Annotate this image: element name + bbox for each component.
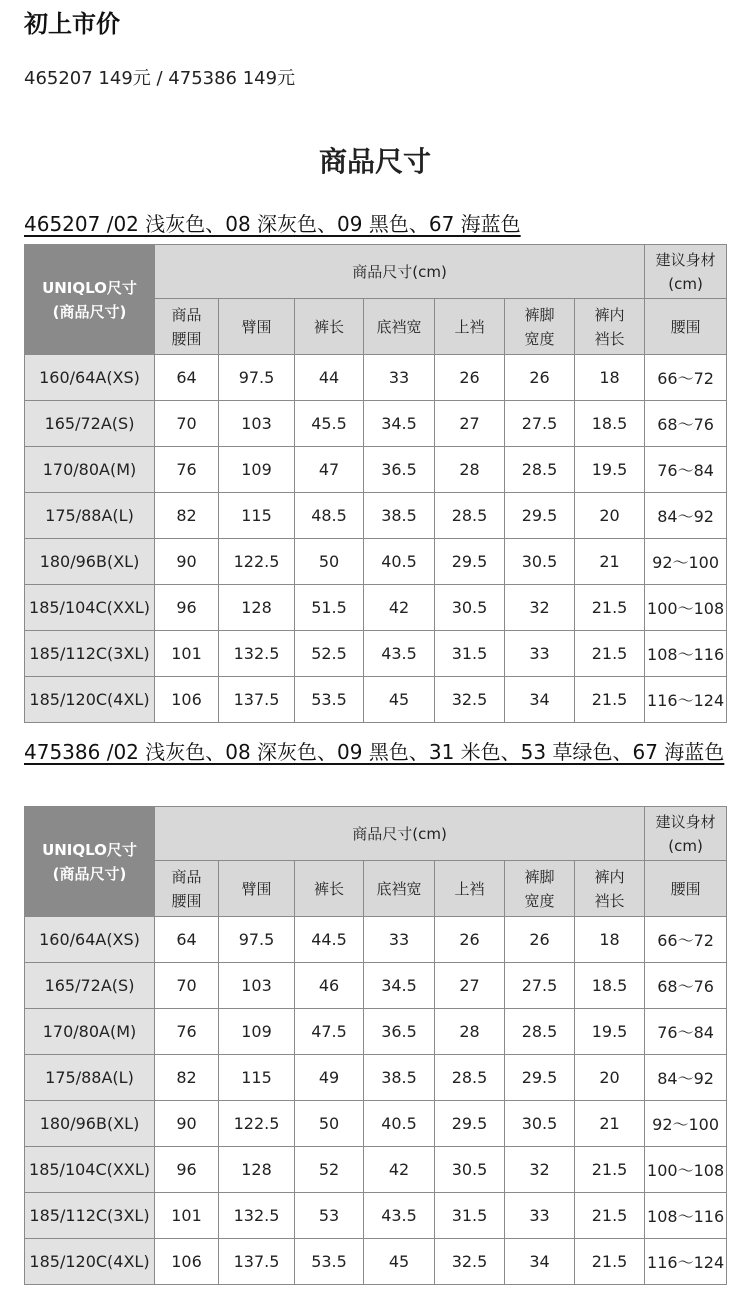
table-row — [25, 493, 727, 539]
cell-body-waist: 116～124 — [645, 1239, 727, 1285]
cell-body-waist: 76～84 — [645, 447, 727, 493]
col-header-inseam-line1: 裤内 — [594, 867, 625, 886]
cell-crotch-width: 40.5 — [364, 539, 435, 585]
cell-hem-width: 30.5 — [505, 1101, 575, 1147]
cell-length: 46 — [295, 963, 364, 1009]
cell-thigh: 103 — [219, 401, 295, 447]
cell-front-rise: 27 — [435, 401, 505, 447]
uniqlo-size-label: UNIQLO尺寸 — [42, 840, 137, 859]
cell-hem-width: 33 — [505, 631, 575, 677]
cell-length: 47 — [295, 447, 364, 493]
cell-body-waist: 100～108 — [645, 1147, 727, 1193]
cell-body-waist: 68～76 — [645, 963, 727, 1009]
cell-crotch-width: 34.5 — [364, 401, 435, 447]
cell-hem-width: 26 — [505, 917, 575, 963]
cell-waist: 76 — [155, 1009, 219, 1055]
cell-body-waist: 68～76 — [645, 401, 727, 447]
cell-waist: 90 — [155, 539, 219, 585]
cell-length: 49 — [295, 1055, 364, 1101]
cell-length: 53.5 — [295, 1239, 364, 1285]
cell-hem-width: 32 — [505, 1147, 575, 1193]
cell-thigh: 128 — [219, 585, 295, 631]
suggested-body-unit: (cm) — [668, 274, 703, 293]
col-header-hem-width — [505, 861, 575, 917]
cell-hem-width: 27.5 — [505, 963, 575, 1009]
col-header-waist — [155, 861, 219, 917]
cell-front-rise: 29.5 — [435, 1101, 505, 1147]
cell-front-rise: 26 — [435, 355, 505, 401]
cell-inseam: 21.5 — [575, 631, 645, 677]
table-row — [25, 917, 727, 963]
cell-inseam: 21 — [575, 539, 645, 585]
cell-front-rise: 26 — [435, 917, 505, 963]
cell-thigh: 122.5 — [219, 1101, 295, 1147]
size-table-475386 — [24, 806, 727, 1285]
cell-front-rise: 28 — [435, 1009, 505, 1055]
cell-size: 185/112C(3XL) — [25, 1193, 155, 1239]
cell-waist: 90 — [155, 1101, 219, 1147]
size-table-body — [25, 355, 727, 723]
cell-body-waist: 108～116 — [645, 631, 727, 677]
cell-waist: 96 — [155, 1147, 219, 1193]
table-row — [25, 585, 727, 631]
cell-crotch-width: 38.5 — [364, 493, 435, 539]
table-row — [25, 401, 727, 447]
col-header-body-waist: 腰围 — [645, 861, 727, 917]
product-size-sub-label: (商品尺寸) — [52, 302, 127, 321]
cell-hem-width: 26 — [505, 355, 575, 401]
cell-size: 165/72A(S) — [25, 963, 155, 1009]
cell-inseam: 18 — [575, 917, 645, 963]
cell-waist: 96 — [155, 585, 219, 631]
cell-body-waist: 76～84 — [645, 1009, 727, 1055]
cell-body-waist: 84～92 — [645, 1055, 727, 1101]
suggested-body-header — [645, 807, 727, 861]
cell-inseam: 21.5 — [575, 585, 645, 631]
cell-crotch-width: 45 — [364, 1239, 435, 1285]
cell-front-rise: 30.5 — [435, 1147, 505, 1193]
cell-size: 185/104C(XXL) — [25, 585, 155, 631]
table-row — [25, 447, 727, 493]
cell-body-waist: 66～72 — [645, 917, 727, 963]
cell-front-rise: 31.5 — [435, 1193, 505, 1239]
col-header-front-rise: 上裆 — [435, 299, 505, 355]
cell-crotch-width: 36.5 — [364, 1009, 435, 1055]
cell-waist: 64 — [155, 917, 219, 963]
size-section-heading: 商品尺寸 — [318, 145, 431, 178]
cell-size: 175/88A(L) — [25, 1055, 155, 1101]
table-row — [25, 1009, 727, 1055]
col-header-thigh: 臂围 — [219, 299, 295, 355]
cell-crotch-width: 43.5 — [364, 1193, 435, 1239]
cell-crotch-width: 42 — [364, 585, 435, 631]
cell-waist: 101 — [155, 1193, 219, 1239]
cell-length: 45.5 — [295, 401, 364, 447]
cell-size: 170/80A(M) — [25, 447, 155, 493]
cell-thigh: 97.5 — [219, 917, 295, 963]
cell-size: 185/112C(3XL) — [25, 631, 155, 677]
cell-size: 165/72A(S) — [25, 401, 155, 447]
cell-crotch-width: 36.5 — [364, 447, 435, 493]
cell-length: 53 — [295, 1193, 364, 1239]
cell-length: 52 — [295, 1147, 364, 1193]
cell-crotch-width: 38.5 — [364, 1055, 435, 1101]
cell-thigh: 115 — [219, 493, 295, 539]
cell-front-rise: 28.5 — [435, 1055, 505, 1101]
cell-body-waist: 66～72 — [645, 355, 727, 401]
cell-hem-width: 30.5 — [505, 539, 575, 585]
cell-thigh: 137.5 — [219, 1239, 295, 1285]
cell-size: 160/64A(XS) — [25, 917, 155, 963]
table-row — [25, 1147, 727, 1193]
cell-body-waist: 116～124 — [645, 677, 727, 723]
uniqlo-size-label: UNIQLO尺寸 — [42, 278, 137, 297]
cell-front-rise: 32.5 — [435, 677, 505, 723]
col-header-body-waist: 腰围 — [645, 299, 727, 355]
col-header-hem-line1: 裤脚 — [524, 305, 555, 324]
cell-length: 52.5 — [295, 631, 364, 677]
cell-body-waist: 108～116 — [645, 1193, 727, 1239]
table-row — [25, 1193, 727, 1239]
cell-size: 180/96B(XL) — [25, 1101, 155, 1147]
cell-hem-width: 34 — [505, 1239, 575, 1285]
table-row — [25, 1239, 727, 1285]
cell-length: 50 — [295, 1101, 364, 1147]
col-header-inseam — [575, 861, 645, 917]
cell-thigh: 137.5 — [219, 677, 295, 723]
page-title: 初上市价 — [24, 10, 120, 38]
cell-thigh: 97.5 — [219, 355, 295, 401]
cell-hem-width: 33 — [505, 1193, 575, 1239]
col-header-waist-line1: 商品 — [171, 305, 202, 324]
cell-body-waist: 84～92 — [645, 493, 727, 539]
cell-hem-width: 27.5 — [505, 401, 575, 447]
cell-thigh: 132.5 — [219, 631, 295, 677]
col-header-waist-line2: 腰围 — [171, 891, 202, 910]
col-header-hem-width — [505, 299, 575, 355]
cell-length: 53.5 — [295, 677, 364, 723]
cell-inseam: 18.5 — [575, 963, 645, 1009]
cell-length: 44.5 — [295, 917, 364, 963]
cell-length: 48.5 — [295, 493, 364, 539]
section-title-465207: 465207 /02 浅灰色、08 深灰色、09 黑色、67 海蓝色 — [24, 212, 521, 236]
cell-inseam: 19.5 — [575, 1009, 645, 1055]
col-header-inseam-line2: 裆长 — [594, 329, 625, 348]
cell-body-waist: 100～108 — [645, 585, 727, 631]
col-header-inseam — [575, 299, 645, 355]
cell-front-rise: 28 — [435, 447, 505, 493]
cell-thigh: 103 — [219, 963, 295, 1009]
cell-crotch-width: 33 — [364, 355, 435, 401]
cell-inseam: 21.5 — [575, 1147, 645, 1193]
cell-length: 51.5 — [295, 585, 364, 631]
cell-crotch-width: 34.5 — [364, 963, 435, 1009]
cell-body-waist: 92～100 — [645, 539, 727, 585]
cell-size: 180/96B(XL) — [25, 539, 155, 585]
cell-size: 160/64A(XS) — [25, 355, 155, 401]
cell-waist: 64 — [155, 355, 219, 401]
col-header-crotch-width: 底裆宽 — [364, 299, 435, 355]
cell-crotch-width: 43.5 — [364, 631, 435, 677]
cell-thigh: 128 — [219, 1147, 295, 1193]
cell-waist: 82 — [155, 1055, 219, 1101]
cell-size: 175/88A(L) — [25, 493, 155, 539]
cell-body-waist: 92～100 — [645, 1101, 727, 1147]
cell-inseam: 21.5 — [575, 1239, 645, 1285]
cell-inseam: 21 — [575, 1101, 645, 1147]
suggested-body-label: 建议身材 — [655, 250, 716, 269]
cell-front-rise: 31.5 — [435, 631, 505, 677]
uniqlo-size-header — [25, 807, 155, 917]
col-header-hem-line2: 宽度 — [524, 329, 555, 348]
table-row — [25, 539, 727, 585]
cell-hem-width: 29.5 — [505, 493, 575, 539]
col-header-waist-line1: 商品 — [171, 867, 202, 886]
cell-inseam: 21.5 — [575, 677, 645, 723]
cell-inseam: 20 — [575, 1055, 645, 1101]
size-table-body — [25, 917, 727, 1285]
col-header-hem-line1: 裤脚 — [524, 867, 555, 886]
col-header-inseam-line1: 裤内 — [594, 305, 625, 324]
cell-inseam: 19.5 — [575, 447, 645, 493]
cell-size: 185/120C(4XL) — [25, 677, 155, 723]
col-header-length: 裤长 — [295, 299, 364, 355]
cell-hem-width: 34 — [505, 677, 575, 723]
cell-crotch-width: 40.5 — [364, 1101, 435, 1147]
table-row — [25, 1101, 727, 1147]
cell-inseam: 21.5 — [575, 1193, 645, 1239]
cell-hem-width: 29.5 — [505, 1055, 575, 1101]
uniqlo-size-header — [25, 245, 155, 355]
cell-front-rise: 30.5 — [435, 585, 505, 631]
cell-thigh: 109 — [219, 1009, 295, 1055]
cell-waist: 106 — [155, 677, 219, 723]
table-row — [25, 1055, 727, 1101]
col-header-thigh: 臂围 — [219, 861, 295, 917]
table-row — [25, 677, 727, 723]
cell-hem-width: 28.5 — [505, 1009, 575, 1055]
cell-waist: 70 — [155, 401, 219, 447]
size-table-465207 — [24, 244, 727, 723]
cell-inseam: 18 — [575, 355, 645, 401]
table-row — [25, 631, 727, 677]
cell-crotch-width: 42 — [364, 1147, 435, 1193]
suggested-body-label: 建议身材 — [655, 812, 716, 831]
table-row — [25, 355, 727, 401]
product-size-cm-header: 商品尺寸(cm) — [155, 807, 645, 861]
cell-thigh: 132.5 — [219, 1193, 295, 1239]
cell-front-rise: 28.5 — [435, 493, 505, 539]
cell-inseam: 18.5 — [575, 401, 645, 447]
product-size-cm-header: 商品尺寸(cm) — [155, 245, 645, 299]
col-header-hem-line2: 宽度 — [524, 891, 555, 910]
cell-waist: 106 — [155, 1239, 219, 1285]
cell-front-rise: 29.5 — [435, 539, 505, 585]
cell-size: 185/104C(XXL) — [25, 1147, 155, 1193]
col-header-front-rise: 上裆 — [435, 861, 505, 917]
suggested-body-header — [645, 245, 727, 299]
product-size-sub-label: (商品尺寸) — [52, 864, 127, 883]
cell-size: 170/80A(M) — [25, 1009, 155, 1055]
cell-length: 47.5 — [295, 1009, 364, 1055]
suggested-body-unit: (cm) — [668, 836, 703, 855]
cell-thigh: 122.5 — [219, 539, 295, 585]
launch-price-line: 465207 149元 / 475386 149元 — [24, 68, 296, 89]
col-header-crotch-width: 底裆宽 — [364, 861, 435, 917]
cell-inseam: 20 — [575, 493, 645, 539]
cell-front-rise: 27 — [435, 963, 505, 1009]
table-row — [25, 963, 727, 1009]
cell-front-rise: 32.5 — [435, 1239, 505, 1285]
cell-length: 50 — [295, 539, 364, 585]
section-title-475386: 475386 /02 浅灰色、08 深灰色、09 黑色、31 米色、53 草绿色、67 海蓝色 — [24, 740, 725, 764]
cell-length: 44 — [295, 355, 364, 401]
cell-thigh: 115 — [219, 1055, 295, 1101]
cell-waist: 70 — [155, 963, 219, 1009]
col-header-waist — [155, 299, 219, 355]
cell-hem-width: 28.5 — [505, 447, 575, 493]
cell-thigh: 109 — [219, 447, 295, 493]
cell-waist: 82 — [155, 493, 219, 539]
cell-size: 185/120C(4XL) — [25, 1239, 155, 1285]
cell-waist: 101 — [155, 631, 219, 677]
col-header-length: 裤长 — [295, 861, 364, 917]
cell-crotch-width: 33 — [364, 917, 435, 963]
cell-waist: 76 — [155, 447, 219, 493]
cell-hem-width: 32 — [505, 585, 575, 631]
col-header-waist-line2: 腰围 — [171, 329, 202, 348]
col-header-inseam-line2: 裆长 — [594, 891, 625, 910]
cell-crotch-width: 45 — [364, 677, 435, 723]
